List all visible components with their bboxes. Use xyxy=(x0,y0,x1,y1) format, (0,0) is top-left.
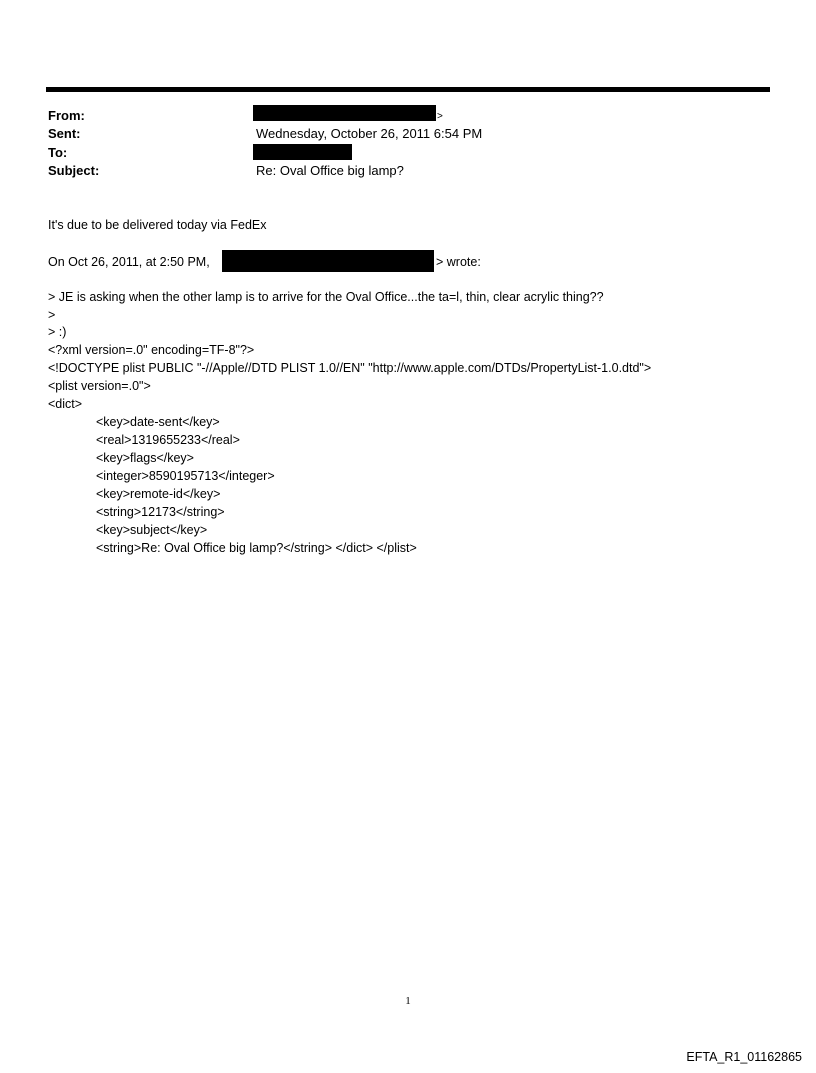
sent-label: Sent: xyxy=(48,126,81,141)
quote-intro-suffix: > wrote: xyxy=(436,255,481,269)
plist-indented-line: <integer>8590195713</integer> xyxy=(96,469,275,483)
quoted-line: > xyxy=(48,308,56,322)
sender-redaction xyxy=(222,250,434,272)
plist-line: <plist version=.0"> xyxy=(48,379,151,393)
plist-indented-line: <key>subject</key> xyxy=(96,523,208,537)
to-label: To: xyxy=(48,145,68,160)
header-divider xyxy=(46,87,770,92)
to-redaction xyxy=(253,144,352,160)
plist-indented-line: <key>flags</key> xyxy=(96,451,194,465)
plist-line: <dict> xyxy=(48,397,83,411)
from-label: From: xyxy=(48,108,85,123)
quote-intro-prefix: On Oct 26, 2011, at 2:50 PM, xyxy=(48,255,210,269)
plist-line: <?xml version=.0" encoding=TF-8"?> xyxy=(48,343,255,357)
subject-label: Subject: xyxy=(48,163,100,178)
from-redaction xyxy=(253,105,436,121)
quoted-line: > :) xyxy=(48,325,67,339)
subject-value: Re: Oval Office big lamp? xyxy=(256,163,404,178)
sent-value: Wednesday, October 26, 2011 6:54 PM xyxy=(256,126,483,141)
plist-line: <!DOCTYPE plist PUBLIC "-//Apple//DTD PLIST 1.0//EN" "http://www.apple.com/DTDs/PropertyList-1.0.dtd"> xyxy=(48,361,652,375)
reply-text: It's due to be delivered today via FedEx xyxy=(48,218,267,232)
plist-indented-line: <string>12173</string> xyxy=(96,505,225,519)
plist-indented-line: <key>date-sent</key> xyxy=(96,415,220,429)
plist-indented-line: <string>Re: Oval Office big lamp?</string> </dict> </plist> xyxy=(96,541,417,555)
quoted-line: > JE is asking when the other lamp is to arrive for the Oval Office...the ta=l, thin, clear acrylic thing?? xyxy=(48,290,604,304)
from-suffix: > xyxy=(437,111,443,122)
plist-indented-line: <key>remote-id</key> xyxy=(96,487,221,501)
plist-indented-line: <real>1319655233</real> xyxy=(96,433,240,447)
bates-number: EFTA_R1_01162865 xyxy=(686,1050,802,1064)
page-number: 1 xyxy=(405,995,411,1007)
